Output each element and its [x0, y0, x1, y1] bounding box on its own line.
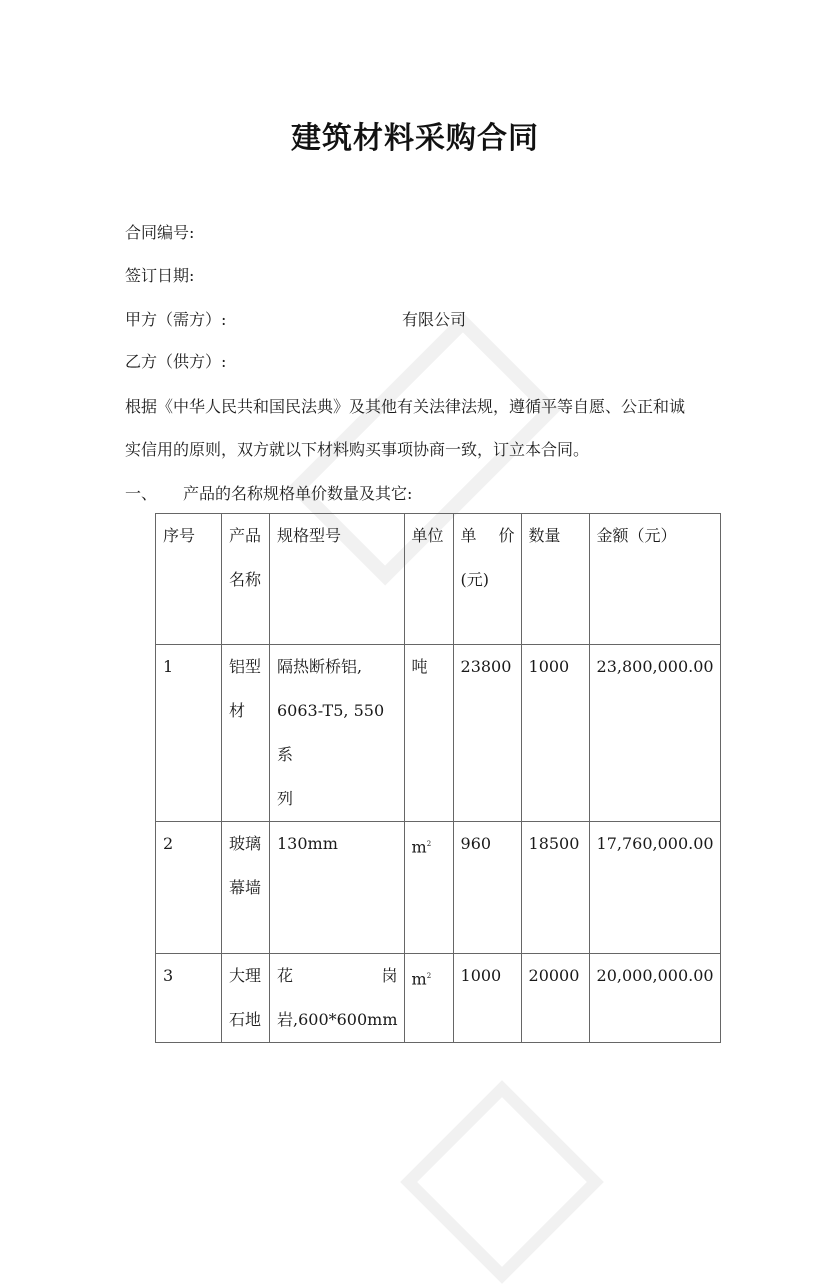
row-spec: 隔热断桥铝, 6063-T5, 550 系 列: [277, 657, 385, 808]
party-a-label: 甲方（需方）:: [125, 310, 227, 329]
row-seq: 1: [163, 657, 174, 676]
row-spec: 130mm: [277, 834, 338, 853]
row-product-name: 大理 石地: [229, 966, 262, 1029]
row-qty: 1000: [528, 657, 570, 676]
table-header-row: [156, 514, 721, 645]
row-amount: 23,800,000.00: [596, 657, 714, 676]
row-price: 960: [460, 834, 492, 853]
signing-date-label: 签订日期:: [125, 266, 195, 285]
header-unit: 单位: [411, 526, 444, 545]
preamble-line-2: 实信用的原则，双方就以下材料购买事项协商一致，订立本合同。: [125, 440, 590, 459]
product-table: [155, 513, 721, 1043]
row-unit: $m^2$: [411, 837, 432, 857]
watermark: [400, 1080, 604, 1284]
header-qty: 数量: [528, 526, 561, 545]
section-number: 一、: [125, 484, 158, 503]
header-unit-price: 单 价 (元): [460, 526, 515, 589]
table-row: [156, 954, 721, 1043]
row-seq: 3: [163, 966, 174, 985]
section-title: 产品的名称规格单价数量及其它:: [183, 484, 413, 503]
header-seq: 序号: [163, 526, 196, 545]
row-product-name: 玻璃 幕墙: [229, 834, 262, 897]
row-price: 1000: [460, 966, 502, 985]
row-product-name: 铝型 材: [229, 657, 262, 720]
header-product-name: 产品 名称: [229, 526, 262, 589]
header-amount: 金额（元）: [596, 526, 677, 545]
row-seq: 2: [163, 834, 174, 853]
row-amount: 20,000,000.00: [596, 966, 714, 985]
row-qty: 20000: [528, 966, 580, 985]
preamble-line-1: 根据《中华人民共和国民法典》及其他有关法律法规，遵循平等自愿、公正和诚: [125, 397, 686, 416]
row-price: 23800: [460, 657, 512, 676]
party-a-company: 有限公司: [402, 310, 467, 329]
row-amount: 17,760,000.00: [596, 834, 714, 853]
row-spec: 花 岗 岩,600*600mm: [277, 966, 398, 1029]
party-b-label: 乙方（供方）:: [125, 352, 227, 371]
header-spec: 规格型号: [277, 526, 342, 545]
table-row: [156, 822, 721, 954]
document-title: 建筑材料采购合同: [291, 121, 539, 156]
row-unit: $m^2$: [411, 969, 432, 989]
contract-number-label: 合同编号:: [125, 223, 195, 242]
row-unit: 吨: [411, 657, 428, 676]
table-row: [156, 645, 721, 822]
section-1-heading: [125, 483, 412, 505]
row-qty: 18500: [528, 834, 580, 853]
